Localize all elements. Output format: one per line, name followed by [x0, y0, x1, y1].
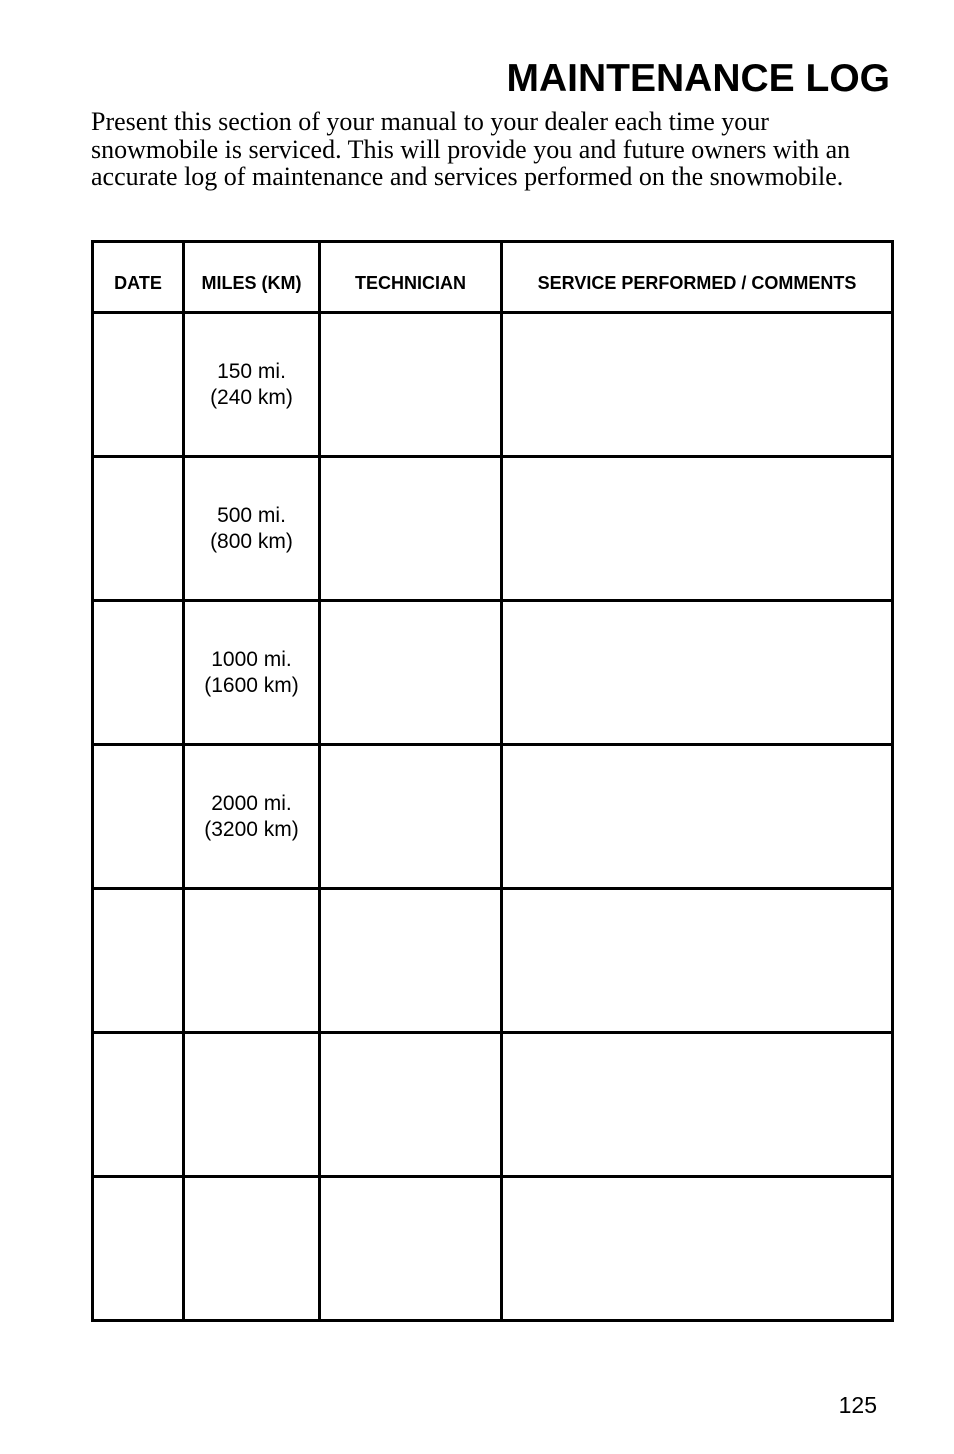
table-row [93, 889, 893, 1033]
miles-cell [184, 457, 320, 601]
service-cell[interactable] [502, 313, 893, 457]
header-service: SERVICE PERFORMED / COMMENTS [502, 242, 893, 313]
miles-cell [184, 313, 320, 457]
miles-cell[interactable] [184, 1033, 320, 1177]
miles-value: 150 mi. [217, 359, 286, 383]
technician-cell[interactable] [320, 889, 502, 1033]
service-cell[interactable] [502, 745, 893, 889]
table-row [93, 745, 893, 889]
date-cell[interactable] [93, 601, 184, 745]
service-cell[interactable] [502, 601, 893, 745]
date-cell[interactable] [93, 889, 184, 1033]
miles-value: 500 mi. [217, 503, 286, 527]
miles-value: 1000 mi. [211, 647, 292, 671]
table-header-row [93, 242, 893, 313]
technician-cell[interactable] [320, 1177, 502, 1321]
service-cell[interactable] [502, 1033, 893, 1177]
date-cell[interactable] [93, 1177, 184, 1321]
intro-paragraph: Present this section of your manual to your dealer each time your snowmobile is serviced. This will provide you and future owners with an accurate log of maintenance and services performed on the snowmobile. [91, 107, 851, 191]
km-value: (3200 km) [204, 817, 299, 841]
service-cell[interactable] [502, 457, 893, 601]
date-cell[interactable] [93, 1033, 184, 1177]
date-cell[interactable] [93, 745, 184, 889]
miles-cell [184, 601, 320, 745]
miles-value: 2000 mi. [211, 791, 292, 815]
service-cell[interactable] [502, 889, 893, 1033]
table-row [93, 1033, 893, 1177]
maintenance-log-table [91, 240, 894, 1322]
km-value: (1600 km) [204, 673, 299, 697]
miles-cell[interactable] [184, 889, 320, 1033]
table-row [93, 1177, 893, 1321]
page-number: 125 [838, 1392, 877, 1418]
service-cell[interactable] [502, 1177, 893, 1321]
page-title: MAINTENANCE LOG [506, 57, 890, 100]
header-technician: TECHNICIAN [320, 242, 502, 313]
technician-cell[interactable] [320, 1033, 502, 1177]
km-value: (800 km) [210, 529, 293, 553]
table-row [93, 313, 893, 457]
table-row [93, 457, 893, 601]
technician-cell[interactable] [320, 457, 502, 601]
date-cell[interactable] [93, 457, 184, 601]
technician-cell[interactable] [320, 313, 502, 457]
header-miles: MILES (KM) [184, 242, 320, 313]
miles-cell[interactable] [184, 1177, 320, 1321]
miles-cell [184, 745, 320, 889]
header-date: DATE [93, 242, 184, 313]
table-row [93, 601, 893, 745]
technician-cell[interactable] [320, 745, 502, 889]
km-value: (240 km) [210, 385, 293, 409]
date-cell[interactable] [93, 313, 184, 457]
technician-cell[interactable] [320, 601, 502, 745]
